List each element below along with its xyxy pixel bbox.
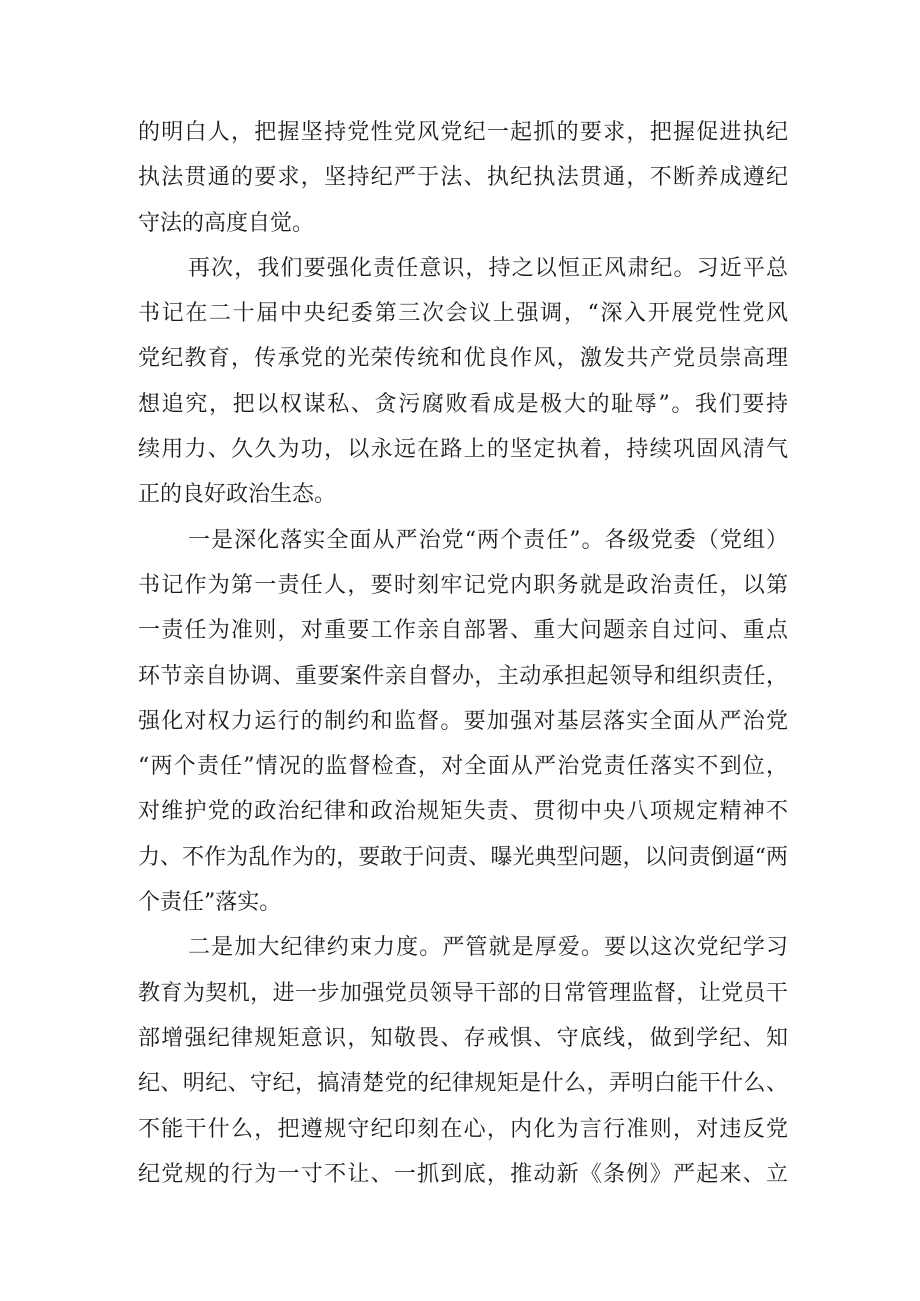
text-line: 环节亲自协调、重要案件亲自督办，主动承担起领导和组织责任， [138, 663, 788, 689]
text-line: 书记作为第一责任人，要时刻牢记党内职务就是政治责任，以第 [138, 572, 788, 598]
text-line: 力、不作为乱作为的，要敢于问责、曝光典型问题，以问责倒逼“两 [138, 844, 788, 870]
text-line: 不能干什么，把遵规守纪印刻在心，内化为言行准则，对违反党 [138, 1116, 788, 1142]
paragraph-first-line: 一是深化落实全面从严治党“两个责任”。各级党委（党组） [188, 527, 788, 553]
paragraph-first-line: 再次，我们要强化责任意识，持之以恒正风肃纪。习近平总 [188, 255, 788, 281]
text-line: 想追究，把以权谋私、贪污腐败看成是极大的耻辱”。我们要持 [138, 391, 788, 417]
text-line: 纪党规的行为一寸不让、一抓到底，推动新《条例》严起来、立 [138, 1161, 788, 1187]
text-line: 执法贯通的要求，坚持纪严于法、执纪执法贯通，不断养成遵纪 [138, 165, 788, 191]
text-line: 纪、明纪、守纪，搞清楚党的纪律规矩是什么，弄明白能干什么、 [138, 1071, 788, 1097]
text-line: 强化对权力运行的制约和监督。要加强对基层落实全面从严治党 [138, 708, 788, 734]
text-line: 党纪教育，传承党的光荣传统和优良作风，激发共产党员崇高理 [138, 346, 788, 372]
text-line: 一责任为准则，对重要工作亲自部署、重大问题亲自过问、重点 [138, 618, 788, 644]
text-line: 正的良好政治生态。 [138, 482, 337, 508]
text-line: 个责任”落实。 [138, 890, 282, 916]
text-line: 守法的高度自觉。 [138, 210, 315, 236]
text-line: 部增强纪律规矩意识，知敬畏、存戒惧、守底线，做到学纪、知 [138, 1025, 788, 1051]
text-line: 教育为契机，进一步加强党员领导干部的日常管理监督，让党员干 [138, 980, 788, 1006]
document-body [138, 110, 788, 1197]
text-line: 的明白人，把握坚持党性党风党纪一起抓的要求，把握促进执纪 [138, 120, 788, 145]
paragraph-first-line: 二是加大纪律约束力度。严管就是厚爱。要以这次党纪学习 [188, 935, 788, 961]
text-line: 对维护党的政治纪律和政治规矩失责、贯彻中央八项规定精神不 [138, 799, 788, 825]
text-line: 书记在二十届中央纪委第三次会议上强调，“深入开展党性党风 [138, 301, 788, 327]
text-line: “两个责任”情况的监督检查，对全面从严治党责任落实不到位， [138, 754, 788, 780]
text-line: 续用力、久久为功，以永远在路上的坚定执着，持续巩固风清气 [138, 437, 788, 463]
